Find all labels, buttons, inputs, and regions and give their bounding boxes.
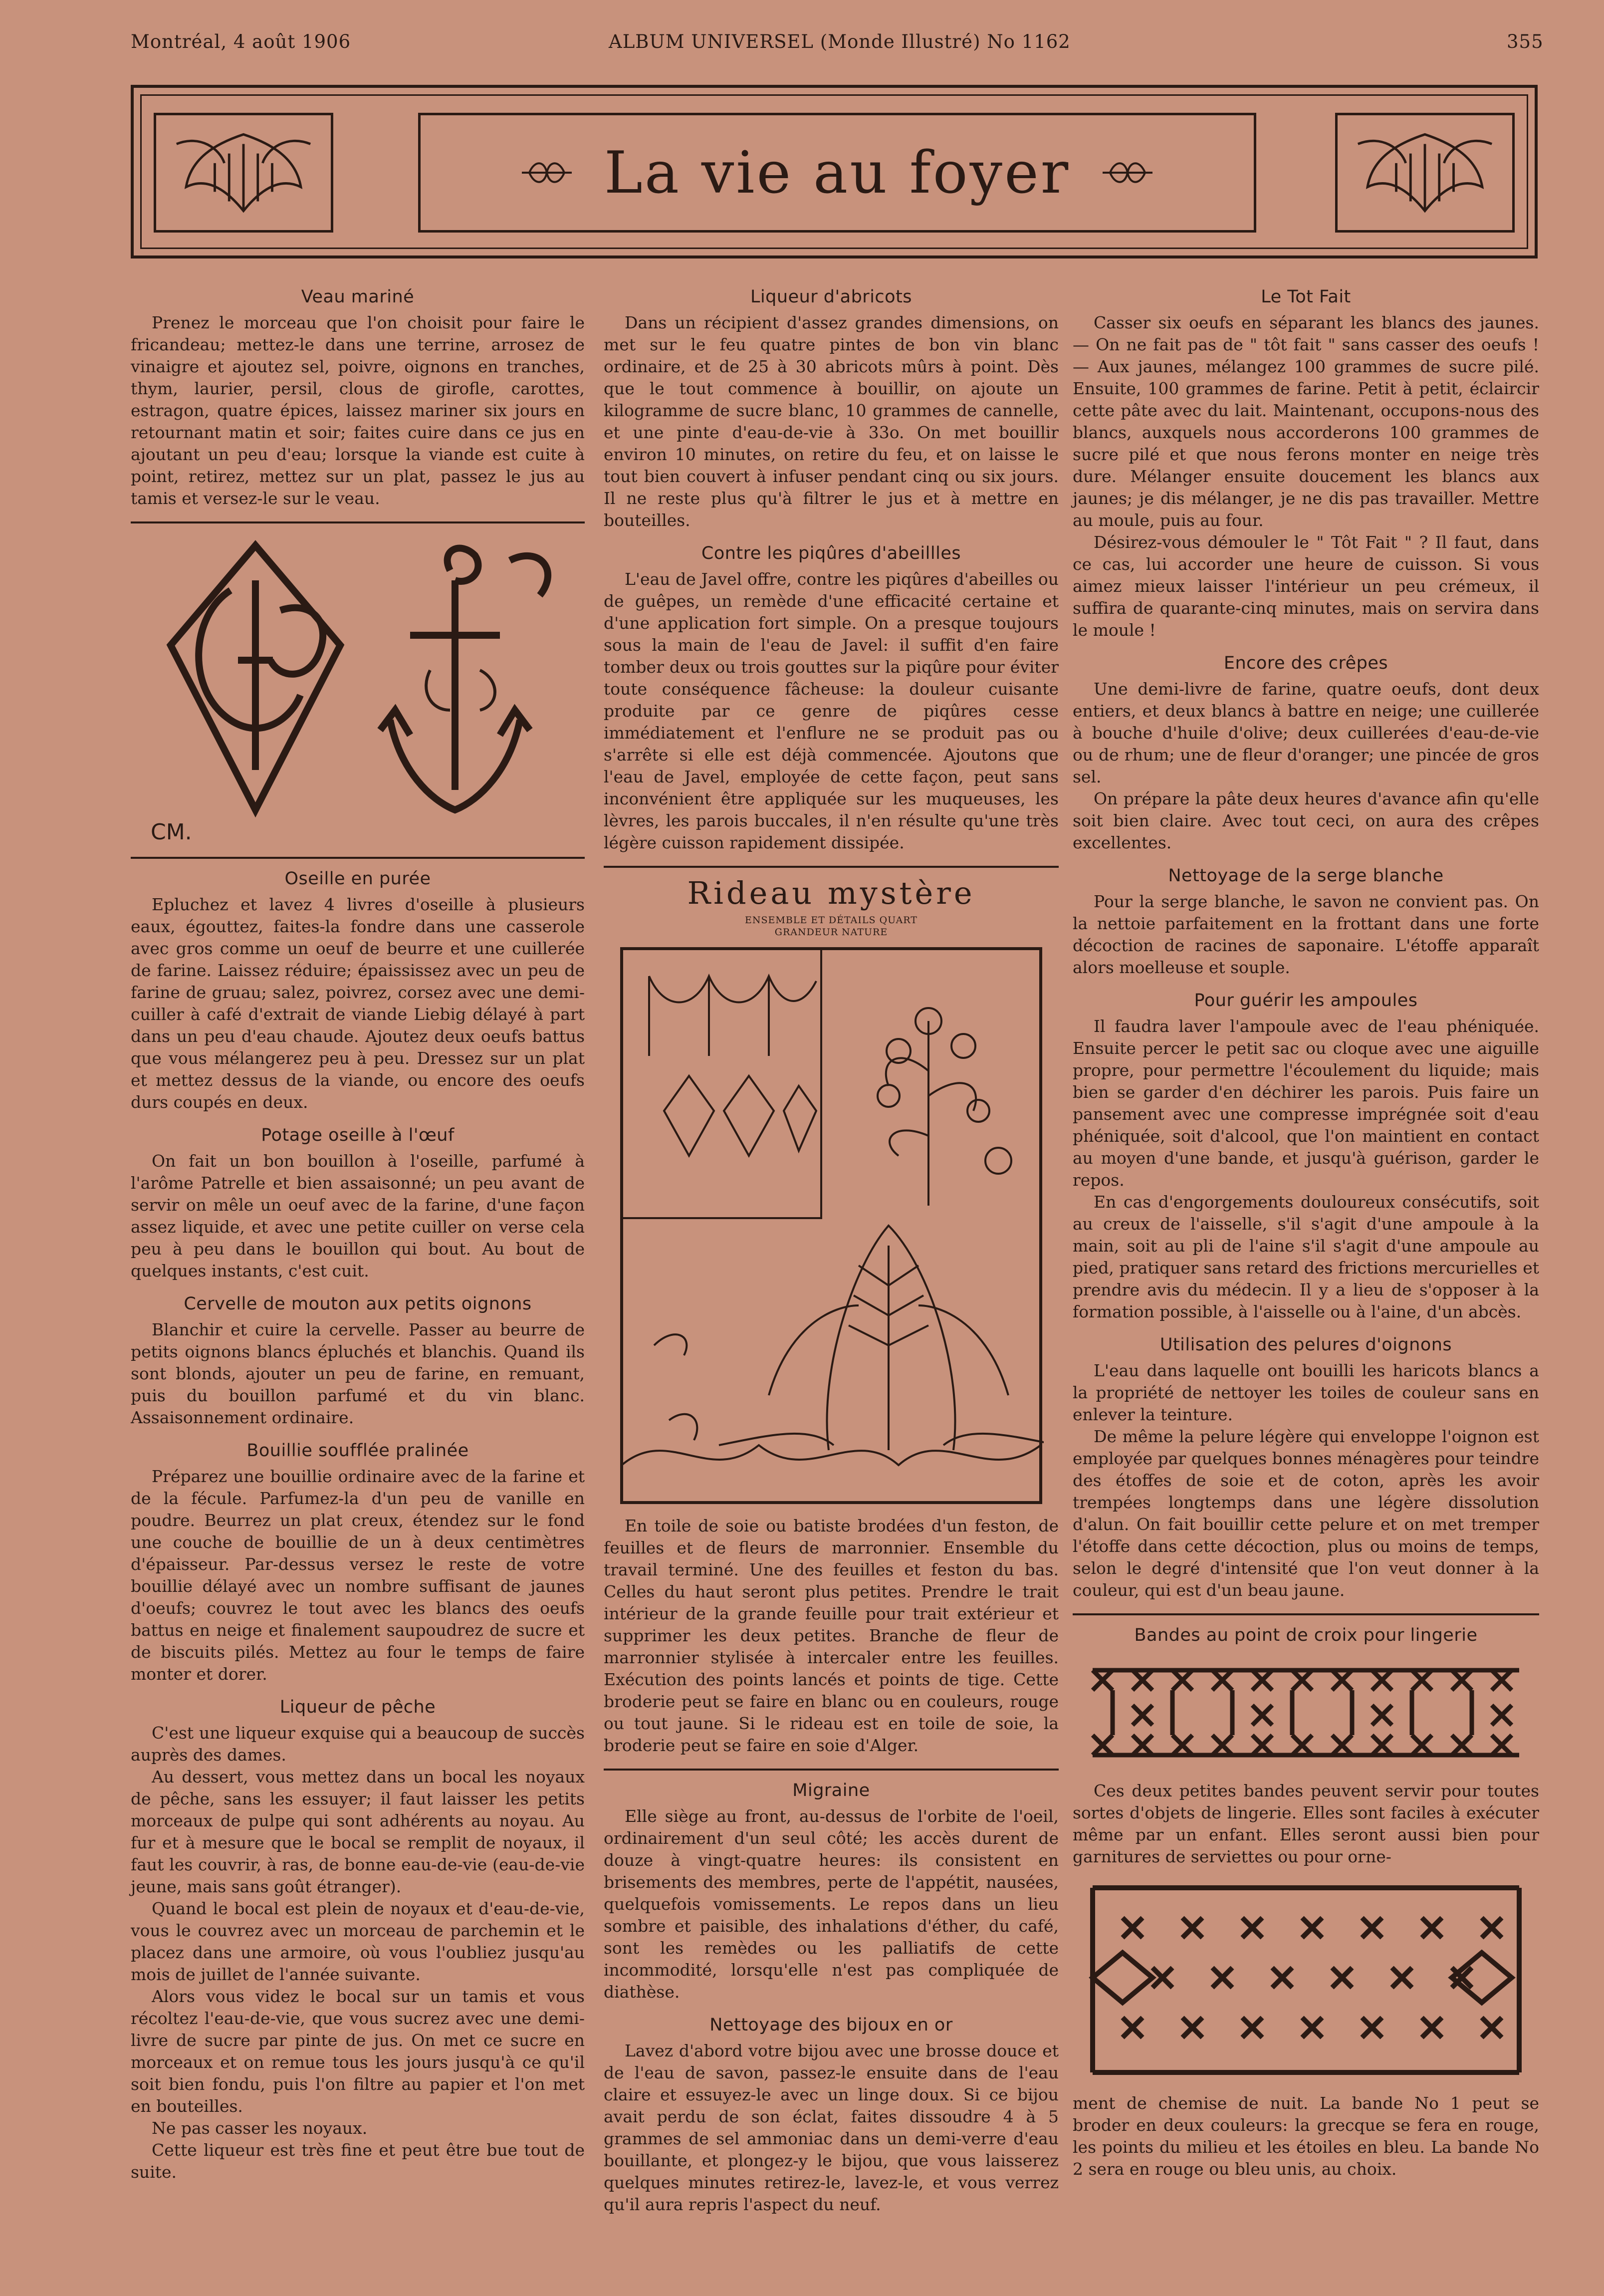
flourish-right-icon — [1100, 155, 1155, 190]
article-piqures-abeilles — [604, 543, 1059, 854]
article-cervelle-mouton — [131, 1294, 585, 1429]
article-text: Blanchir et cuire la cervelle. Passer au beurre de petits oignons blancs épluchés et blanchis. Quand ils sont blonds, ajouter un peu de farine, en remuant, puis du bouillon parfumé et du vin blanc. Assaisonnement ordinaire. — [131, 1320, 585, 1427]
article-text: Pour la serge blanche, le savon ne convient pas. On la nettoie parfaitement en la frottant dans une forte décoction de racines de saponaire. L'étoffe apparaît alors moelleuse et souple. — [1073, 892, 1539, 977]
article-text: Prenez le morceau que l'on choisit pour faire le fricandeau; mettez-le dans une terrine, arrosez de vinaigre et ajoutez sel, poivre, oignons en tranches, thym, laurier, persil, clous de girofle, carottes, estragon, quatre épices, laissez mariner six jours en retournant matin et soir; faites cuire dans ce jus en ajoutant un peu d'eau; lorsque la viande est cuite à point, retirez, mettez sur un plat, passez le jus au tamis et versez-le sur le veau. — [131, 313, 585, 508]
monogram-illustration — [131, 530, 585, 850]
article-title: Utilisation des pelures d'oignons — [1159, 1335, 1452, 1355]
ornament-left-icon — [154, 113, 333, 233]
article-serge-blanche — [1073, 866, 1539, 979]
article-text: Au dessert, vous mettez dans un bocal les noyaux de pêche, sans les essuyer; il faut laisser les petits morceaux de pulpe qui sont adhérents au noyau. Au fur et à mesure que le bocal se remplit de noyaux, il faut les couvrir, à ras, de bonne eau-de-vie (eau-de-vie jeune, mais sans goût étranger). — [131, 1767, 585, 1896]
article-text: On fait un bon bouillon à l'oseille, parfumé à l'arôme Patrelle et bien assaisonné; un peu avant de servir on mêle un oeuf avec de la farine, d'une façon assez liquide, et avec une petite cuiller on verse cela peu à peu dans le bouillon qui bout. Au bout de quelques instants, c'est cuit. — [131, 1151, 585, 1280]
article-text: Casser six oeufs en séparant les blancs des jaunes. — On ne fait pas de " tôt fait " sans casser des oeufs ! — Aux jaunes, mélangez 100 grammes de sucre pilé. Ensuite, 100 grammes de farine. Petit à petit, éclaircir cette pâte avec du lait. Maintenant, occupons-nous des blancs, auxquels nous accorderons 100 grammes de sucre pilé et que nous ferons monter en neige très dure. Mélanger ensuite doucement les blancs aux jaunes; je dis mélanger, je ne dis pas travailler. Mettre au moule, puis au four. — [1073, 313, 1539, 530]
cross-stitch-band-2-illustration — [1073, 1873, 1539, 2087]
article-text: Lavez d'abord votre bijou avec une brosse douce et de l'eau de savon, passez-le ensuite dans de l'eau claire et essuyez-le avec un linge doux. Si ce bijou avait perdu de son éclat, faites dissoudre 4 à 5 grammes de sel ammoniac dans un demi-verre d'eau bouillante, et plongez-y le bijou, que vous laisserez quelques minutes retirez-le, lavez-le, et vous verrez qu'il aura repris l'aspect du neuf. — [604, 2041, 1059, 2214]
section-banner — [131, 85, 1538, 258]
article-crepes — [1073, 653, 1539, 854]
article-text: Alors vous videz le bocal sur un tamis et vous récoltez l'eau-de-vie, que vous sucrez avec une demi-livre de sucre par pinte de jus. On met ce sucre en morceaux et on remue tous les jours jusqu'à ce qu'il soit bien fondu, puis l'on filtre au papier et l'on met en bouteilles. — [131, 1987, 585, 2116]
article-veau-marine — [131, 287, 585, 510]
article-oseille-puree — [131, 869, 585, 1113]
divider — [131, 521, 585, 523]
article-title: Nettoyage de la serge blanche — [1168, 866, 1444, 886]
header-publication: ALBUM UNIVERSEL (Monde Illustré) No 1162 — [609, 31, 1071, 52]
article-text: Il faudra laver l'ampoule avec de l'eau phéniquée. Ensuite percer le petit sac ou cloque avec une aiguille propre, pour permettre l'écoulement du liquide; mais bien se garder d'en déchirer les parois. Puis faire un pansement avec une compresse imprégnée soit d'eau phéniquée, soit d'alcool, que l'on maintient en contact au moyen d'une bande, et jusqu'à guérison, garder le repos. — [1073, 1017, 1539, 1190]
article-potage-oseille — [131, 1125, 585, 1282]
article-title: Nettoyage des bijoux en or — [709, 2015, 953, 2035]
article-text: De même la pelure légère qui enveloppe l'oignon est employée par quelques bonnes ménagères pour teindre des étoffes de soie et de coton, après les avoir trempées longtemps dans une légère dissolution d'alun. On fait bouillir cette pelure et on met tremper l'étoffe dans cette décoction, plus ou moins de temps, selon le degré d'intensité que l'on veut donner à la couleur, qui est d'un beau jaune. — [1073, 1427, 1539, 1600]
article-text: Quand le bocal est plein de noyaux et d'eau-de-vie, vous le couvrez avec un morceau de parchemin et le placez dans une armoire, où vous l'oubliez jusqu'au mois de juillet de l'année suivante. — [131, 1899, 585, 1984]
article-title: Bouillie soufflée pralinée — [246, 1441, 469, 1461]
article-title: Le Tot Fait — [1261, 287, 1351, 307]
rideau-subtitle-line: ENSEMBLE ET DÉTAILS QUART — [745, 915, 917, 926]
article-text: Ces deux petites bandes peuvent servir pour toutes sortes d'objets de lingerie. Elles sont faciles à exécuter même par un enfant. Elles seront aussi bien pour garnitures de serviettes ou pour orne- — [1073, 1781, 1539, 1866]
ornament-right-icon — [1335, 113, 1515, 233]
article-point-de-croix — [1073, 1625, 1539, 2180]
article-text: On prépare la pâte deux heures d'avance afin qu'elle soit bien claire. Avec tout ceci, on aura des crêpes excellentes. — [1073, 789, 1539, 852]
article-text: Epluchez et lavez 4 livres d'oseille à plusieurs eaux, égouttez, faites-la fondre dans une casserole avec gros comme un oeuf de beurre et une cuillerée de farine. Laissez réduire; épaississez avec un peu de farine de gruau; salez, poivrez, corsez avec une demi-cuiller à café d'extrait de viande Liebig délayé à part dans un peu d'eau chaude. Ajoutez deux oeufs battus que vous mélangerez peu à peu. Dressez sur un plat et mettez dessus de la viande, ou encore des oeufs durs coupés en deux. — [131, 895, 585, 1112]
article-title: Contre les piqûres d'abeillles — [701, 543, 961, 563]
article-text: Dans un récipient d'assez grandes dimensions, on met sur le feu quatre pintes de bon vin blanc ordinaire, et de 25 à 30 abricots mûrs à point. Dès que le tout commence à bouillir, on ajoute un kilogramme de sucre blanc, 10 grammes de cannelle, et une pinte d'eau-de-vie à 33o. On met bouillir environ 10 minutes, on retire du feu, et on laisse le tout bien couvert à infuser pendant cinq ou six jours. Il ne reste plus qu'à filtrer le jus et à mettre en bouteilles. — [604, 313, 1059, 530]
divider — [604, 866, 1059, 868]
article-rideau-mystere — [604, 875, 1059, 1757]
article-text: Une demi-livre de farine, quatre oeufs, dont deux entiers, et deux blancs à battre en neige; une cuillerée à bouche d'huile d'olive; deux cuillerées d'eau-de-vie ou de rhum; une de fleur d'oranger; une pincée de gros sel. — [1073, 679, 1539, 786]
article-title: Bandes au point de croix pour lingerie — [1134, 1625, 1478, 1645]
article-bouillie-soufflee — [131, 1441, 585, 1685]
rideau-title: Rideau mystère — [687, 875, 975, 911]
article-title: Liqueur de pêche — [279, 1697, 436, 1717]
article-text: L'eau dans laquelle ont bouilli les haricots blancs a la propriété de nettoyer les toiles de couleur sans en enlever la teinture. — [1073, 1361, 1539, 1424]
column-2 — [604, 277, 1059, 2228]
article-title: Veau mariné — [301, 287, 415, 307]
article-pelures-oignons — [1073, 1335, 1539, 1601]
cross-stitch-band-1-illustration — [1073, 1650, 1539, 1775]
article-migraine — [604, 1781, 1059, 2003]
article-tot-fait — [1073, 287, 1539, 641]
curtain-embroidery-illustration — [619, 946, 1044, 1505]
article-title: Oseille en purée — [284, 869, 431, 889]
article-title: Liqueur d'abricots — [750, 287, 913, 307]
article-title: Encore des crêpes — [1223, 653, 1388, 673]
article-title: Cervelle de mouton aux petits oignons — [184, 1294, 532, 1314]
article-liqueur-abricots — [604, 287, 1059, 531]
article-text: En toile de soie ou batiste brodées d'un feston, de feuilles et de fleurs de marronnier. Ensemble du travail terminé. Une des feuilles et feston du bas. Celles du haut seront plus petites. Prendre le trait intérieur de la grande feuille pour trait extérieur et supprimer les deux petites. Branche de fleur de marronnier stylisée à intercaler entre les feuilles. Exécution des points lancés et points de tige. Cette broderie peut se faire en blanc ou en couleurs, rouge ou tout jaune. Si le rideau est en toile de soie, la broderie peut se faire en soie d'Alger. — [604, 1516, 1059, 1755]
monogram-caption: CM. — [151, 819, 192, 845]
divider — [604, 1769, 1059, 1771]
article-text: Préparez une bouillie ordinaire avec de la farine et de la fécule. Parfumez-la d'un peu de vanille en poudre. Beurrez un plat creux, étendez sur le fond une couche de bouillie de un à deux centimètres d'épaisseur. Par-dessus versez le reste de votre bouillie délayé avec un nombre suffisant de jaunes d'oeufs; couvrez le tout avec les blancs des oeufs battus en neige et finalement saupoudrez de sucre et de biscuits pilés. Mettez au four le temps de faire monter et dorer. — [131, 1467, 585, 1684]
article-text: Cette liqueur est très fine et peut être bue tout de suite. — [131, 2140, 585, 2182]
header-date: Montréal, 4 août 1906 — [131, 31, 351, 52]
article-title: Migraine — [792, 1781, 870, 1800]
banner-title: La vie au foyer — [604, 139, 1071, 207]
article-text: Désirez-vous démouler le " Tôt Fait " ? Il faut, dans ce cas, lui accorder une heure de cuisson. Si vous aimez mieux laisser l'intérieur un peu crémeux, il suffira de quarante-cinq minutes, mais on servira dans le moule ! — [1073, 532, 1539, 640]
header-page-number: 355 — [1507, 31, 1544, 52]
article-text: En cas d'engorgements douloureux consécutifs, soit au creux de l'aisselle, s'il s'agit d'une ampoule à la main, soit au pli de l'aine s'il s'agit d'une ampoule au pied, pratiquer sans retard des frictions mercurielles et prendre avis du médecin. Il y a lieu de s'opposer à la formation possible, à l'aisselle ou à l'aine, d'un abcès. — [1073, 1192, 1539, 1321]
divider — [1073, 1613, 1539, 1615]
column-3 — [1073, 277, 1539, 2192]
rideau-subtitle-line: GRANDEUR NATURE — [774, 927, 888, 938]
banner-title-box — [418, 113, 1256, 233]
article-bijoux-or — [604, 2015, 1059, 2216]
article-text: Elle siège au front, au-dessus de l'orbite de l'oeil, ordinairement d'un seul côté; les accès durent de douze à vingt-quatre heures: ils consistent en brisements des membres, perte de l'appétit, nausées, quelquefois vomissements. Le repos dans un lieu sombre et paisible, des inhalations d'éther, du café, sont les remèdes ou les palliatifs de cette incommodité, lorsqu'elle n'est pas compliquée de diathèse. — [604, 1806, 1059, 2002]
article-text: C'est une liqueur exquise qui a beaucoup de succès auprès des dames. — [131, 1723, 585, 1765]
article-text: Ne pas casser les noyaux. — [152, 2118, 368, 2138]
flourish-left-icon — [519, 155, 574, 190]
divider — [131, 857, 585, 859]
article-text: L'eau de Javel offre, contre les piqûres d'abeilles ou de guêpes, un remède d'une efficacité certaine et d'une application fort simple. On a presque toujours sous la main de l'eau de Javel: il suffit d'en faire tomber deux ou trois gouttes sur la piqûre pour éviter toute conséquence fâcheuse: la douleur cuisante produite par ce genre de piqûres cesse immédiatement et l'enflure ne se produit pas ou s'arrête si elle est déjà commencée. Ajoutons que l'eau de Javel, employée de cette façon, peut sans inconvénient être appliquée sur les muqueuses, les lèvres, les parois buccales, il n'en résulte qu'une très légère cuisson rapidement dissipée. — [604, 569, 1059, 852]
article-text: ment de chemise de nuit. La bande No 1 peut se broder en deux couleurs: la grecque se fera en rouge, les points du milieu et les étoiles en bleu. La bande No 2 sera en rouge ou bleu unis, au choix. — [1073, 2093, 1539, 2179]
article-liqueur-peche — [131, 1697, 585, 2183]
article-title: Pour guérir les ampoules — [1194, 991, 1418, 1011]
article-ampoules — [1073, 991, 1539, 1323]
rideau-subtitle — [604, 914, 1059, 938]
column-1 — [131, 277, 585, 2195]
article-title: Potage oseille à l'œuf — [261, 1125, 455, 1145]
